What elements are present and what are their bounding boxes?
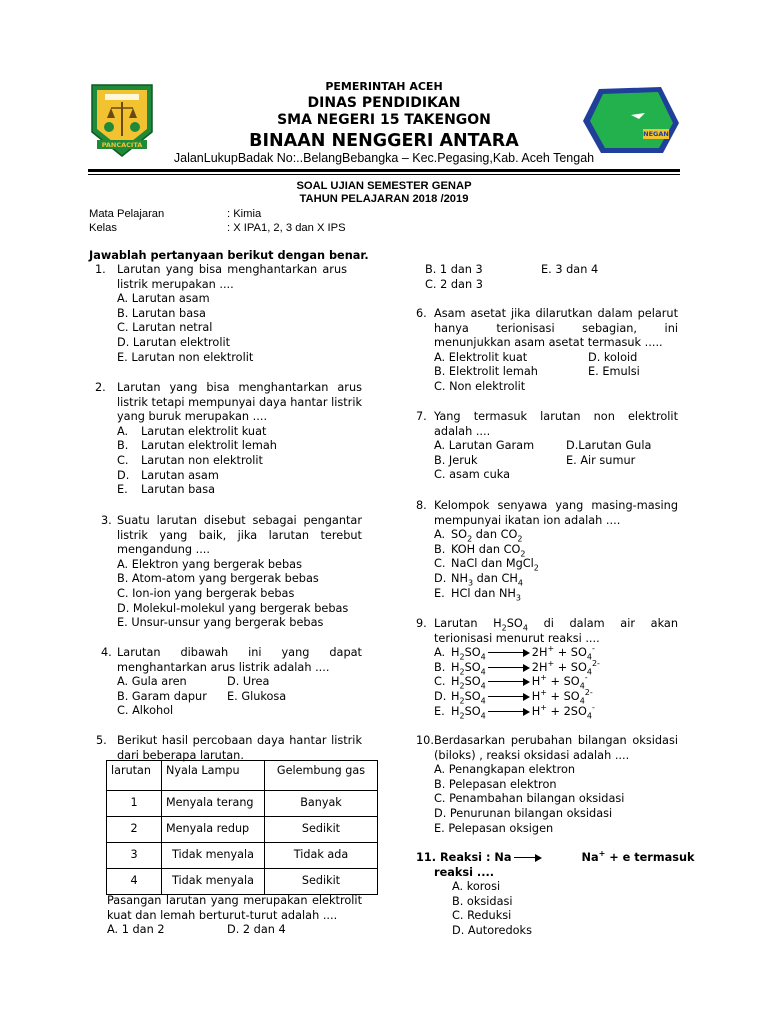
table-cell: 3 — [107, 843, 162, 869]
option-d[interactable]: D. $H_2SO_4$ $H^+ + SO_4^{2-}$ — [434, 688, 593, 706]
option-d[interactable]: D. Molekul-molekul yang bergerak bebas — [117, 601, 349, 615]
class-label: Kelas — [89, 222, 117, 234]
question-number: 2. — [95, 381, 106, 394]
question-8 — [416, 499, 680, 601]
option-text: Larutan basa — [141, 483, 216, 497]
table-row — [107, 791, 378, 817]
question-text: Berikut hasil percobaan daya hantar listrik dari beberapa larutan. — [117, 734, 362, 762]
instruction: Jawablah pertanyaan berikut dengan benar. — [89, 249, 369, 262]
option-c[interactable]: C. NaCl dan MgCl$_2$ — [434, 557, 539, 573]
option-e[interactable]: E. HCl dan $NH_3$ — [434, 586, 521, 602]
question-11 — [416, 849, 695, 939]
question-5-followup — [107, 894, 362, 938]
option-e[interactable]: E. Emulsi — [588, 365, 640, 379]
option-e[interactable]: E. 3 dan 4 — [541, 263, 599, 276]
question-5-continued — [425, 263, 685, 292]
option-c[interactable]: C. Larutan netral — [117, 321, 213, 335]
header-rule-thick — [88, 169, 680, 172]
option-text: Larutan elektrolit lemah — [141, 439, 277, 453]
option-d[interactable]: D. 2 dan 4 — [227, 923, 286, 937]
table-cell: Tidak menyala — [162, 869, 265, 895]
table-row — [107, 817, 378, 843]
question-text: Larutan dibawah ini yang dapat menghantarkan arus listrik adalah .... — [117, 646, 362, 674]
question-text: Larutan $H_2SO_4$ di dalam air akan terionisasi menurut reaksi .... — [434, 617, 678, 645]
question-text-cont: reaksi .... — [434, 865, 495, 879]
question-3 — [101, 514, 362, 631]
option-b[interactable]: B. Jeruk — [434, 453, 478, 467]
option-b[interactable]: B. oksidasi — [452, 894, 513, 908]
question-number: 9. — [416, 617, 427, 630]
option-b[interactable]: B. Garam dapur — [117, 689, 207, 703]
option-d[interactable]: D. koloid — [588, 350, 638, 364]
question-2 — [95, 381, 362, 498]
reaction-arrow-icon — [488, 649, 530, 657]
option-letter: C. — [434, 675, 446, 689]
question-9 — [416, 617, 680, 719]
option-d[interactable]: D.Larutan Gula — [566, 439, 652, 453]
option-e[interactable]: E. Larutan non elektrolit — [117, 350, 254, 364]
subject-value: : Kimia — [227, 208, 262, 220]
exam-year: TAHUN PELAJARAN 2018 /2019 — [299, 193, 469, 205]
option-a[interactable]: A. korosi — [452, 880, 501, 894]
option-a[interactable]: A. $H_2SO_4$ $2H^+ + SO_4^-$ — [434, 644, 595, 662]
option-letter: A. — [434, 528, 446, 542]
question-number: 7. — [416, 410, 427, 423]
header-tagline: BINAAN NENGGERI ANTARA — [249, 131, 519, 151]
question-number: 6. — [416, 307, 427, 320]
option-letter: A. — [117, 424, 129, 438]
table-cell: Menyala redup — [162, 817, 265, 843]
question-number: 4. — [101, 646, 112, 659]
option-b[interactable]: B. KOH dan $CO_2$ — [434, 542, 526, 559]
option-c[interactable]: C. Alkohol — [117, 704, 174, 718]
option-a[interactable]: A. Penangkapan elektron — [434, 763, 576, 777]
question-7 — [416, 410, 680, 483]
exam-title: SOAL UJIAN SEMESTER GENAP — [296, 180, 472, 192]
option-e[interactable]: E. Glukosa — [227, 689, 287, 703]
option-d[interactable]: D. Urea — [227, 675, 270, 689]
option-b[interactable] — [117, 439, 362, 454]
option-letter: C. — [117, 453, 129, 467]
option-a[interactable]: A. Larutan asam — [117, 292, 210, 306]
option-letter: D. — [117, 468, 130, 482]
class-value: : X IPA1, 2, 3 dan X IPS — [227, 222, 346, 234]
option-a[interactable]: A. Elektrolit kuat — [434, 350, 528, 364]
question-text: 11. Reaksi : Na Na+ + e termasuk — [416, 849, 695, 864]
option-a[interactable]: A. 1 dan 2 — [107, 923, 165, 937]
question-10 — [416, 734, 680, 836]
option-text: Larutan non elektrolit — [141, 453, 263, 467]
option-a[interactable]: A. Gula aren — [117, 675, 187, 689]
table-header: Nyala Lampu — [162, 761, 265, 791]
option-text: Larutan asam — [141, 468, 219, 482]
option-b[interactable]: B. Larutan basa — [117, 306, 206, 320]
question-text: Larutan yang bisa menghantarkan arus listrik tetapi mempunyai daya hantar listrik yang buruk merupakan .... — [117, 381, 362, 424]
table-cell: 4 — [107, 869, 162, 895]
question-number: 1. — [95, 263, 106, 276]
table-cell: Sedikit — [265, 817, 378, 843]
question-number: 10. — [416, 734, 434, 747]
option-e[interactable]: E. $H_2SO_4$ $H^+ + 2SO_4^-$ — [434, 702, 595, 720]
question-1 — [95, 263, 365, 365]
option-c[interactable]: C. Ion-ion yang bergerak bebas — [117, 586, 295, 600]
left-logo-label: PANCACITA — [101, 141, 143, 149]
table-cell: Sedikit — [265, 869, 378, 895]
table-cell: Tidak ada — [265, 843, 378, 869]
option-a[interactable]: A. Elektron yang bergerak bebas — [117, 557, 302, 571]
question-text: Pasangan larutan yang merupakan elektrolit kuat dan lemah berturut-turut adalah .... — [107, 894, 362, 922]
option-letter: B. — [434, 660, 446, 674]
option-b[interactable]: B. Pelepasan elektron — [434, 777, 557, 791]
option-d[interactable]: D. Penurunan bilangan oksidasi — [434, 806, 613, 820]
question-text: Berdasarkan perubahan bilangan oksidasi (biloks) , reaksi oksidasi adalah .... — [434, 734, 678, 762]
option-letter: D. — [434, 689, 447, 703]
option-a[interactable] — [117, 425, 362, 440]
reaction-arrow-icon — [488, 693, 530, 701]
option-d[interactable]: D. Autoredoks — [452, 923, 532, 937]
table-cell: 2 — [107, 817, 162, 843]
table-cell: 1 — [107, 791, 162, 817]
table-header: larutan — [107, 761, 162, 791]
option-d[interactable]: D. Larutan elektrolit — [117, 335, 231, 349]
header-address: JalanLukupBadak No:..BelangBebangka – Kec.Pegasing,Kab. Aceh Tengah — [173, 151, 595, 165]
experiment-table — [106, 760, 378, 895]
header-department: DINAS PENDIDIKAN — [307, 95, 461, 111]
question-6 — [416, 307, 680, 395]
right-logo-label: NEGAN — [643, 130, 669, 138]
option-e[interactable] — [117, 483, 362, 498]
question-text: Kelompok senyawa yang masing-masing mempunyai ikatan ion adalah .... — [434, 499, 678, 527]
question-text: Asam asetat jika dilarutkan dalam pelarut hanya terionisasi sebagian, ini menunjukkan asam asetat termasuk ..... — [434, 307, 678, 350]
table-row — [107, 869, 378, 895]
header-rule-thin — [88, 174, 680, 175]
question-5 — [96, 734, 362, 763]
option-b[interactable]: B. Atom-atom yang bergerak bebas — [117, 572, 319, 586]
option-c[interactable]: C. Penambahan bilangan oksidasi — [434, 792, 625, 806]
option-c[interactable]: C. asam cuka — [434, 468, 511, 482]
table-row — [107, 843, 378, 869]
question-number: 5. — [96, 734, 107, 747]
subject-label: Mata Pelajaran — [89, 208, 165, 220]
option-letter: E. — [117, 483, 128, 497]
table-cell: Tidak menyala — [162, 843, 265, 869]
table-header: Gelembung gas — [265, 761, 378, 791]
option-e[interactable]: E. Pelepasan oksigen — [434, 821, 554, 835]
option-d[interactable] — [117, 469, 362, 484]
option-letter: E. — [434, 704, 445, 718]
reaction-arrow-icon — [488, 664, 530, 672]
table-cell: Menyala terang — [162, 791, 265, 817]
question-4 — [101, 646, 362, 719]
option-a[interactable]: A. Larutan Garam — [434, 439, 535, 453]
option-c[interactable] — [117, 454, 362, 469]
question-text: Larutan yang bisa menghantarkan arus listrik merupakan .... — [117, 263, 347, 291]
option-b[interactable]: B. Elektrolit lemah — [434, 365, 538, 379]
option-c[interactable]: C. $H_2SO_4$ $H^+ + SO_4^-$ — [434, 673, 588, 691]
option-letter: E. — [434, 586, 445, 600]
option-d[interactable]: D. $NH_3$ dan $CH_4$ — [434, 571, 523, 588]
reaction-arrow-icon — [488, 708, 530, 716]
option-letter: B. — [117, 439, 129, 453]
option-e[interactable]: E. Air sumur — [566, 453, 636, 467]
option-letter: A. — [434, 646, 446, 660]
question-text: Suatu larutan disebut sebagai pengantar listrik yang baik, jika larutan terebut mengandung .... — [117, 514, 362, 557]
header-school: SMA NEGERI 15 TAKENGON — [277, 112, 491, 128]
question-text: Yang termasuk larutan non elektrolit adalah .... — [434, 410, 678, 438]
option-a[interactable]: A. $SO_2$ dan $CO_2$ — [434, 528, 523, 544]
table-cell: Banyak — [265, 791, 378, 817]
option-b[interactable]: B. $H_2SO_4$ $2H^+ + SO_4^{2-}$ — [434, 659, 600, 677]
option-b[interactable]: B. 1 dan 3 — [425, 263, 483, 276]
question-number: 8. — [416, 499, 427, 512]
option-c[interactable]: C. Non elektrolit — [434, 379, 526, 393]
question-number: 3. — [101, 514, 112, 527]
option-c[interactable]: C. Reduksi — [452, 909, 512, 923]
reaction-arrow-icon — [514, 854, 542, 862]
reaction-arrow-icon — [488, 678, 530, 686]
header-government: PEMERINTAH ACEH — [325, 80, 443, 93]
option-letter: C. — [434, 557, 446, 571]
option-text: Larutan elektrolit kuat — [141, 424, 267, 438]
option-letter: D. — [434, 571, 447, 585]
option-letter: B. — [434, 542, 446, 556]
option-e[interactable]: E. Unsur-unsur yang bergerak bebas — [117, 616, 324, 630]
option-c[interactable]: C. 2 dan 3 — [425, 277, 483, 291]
